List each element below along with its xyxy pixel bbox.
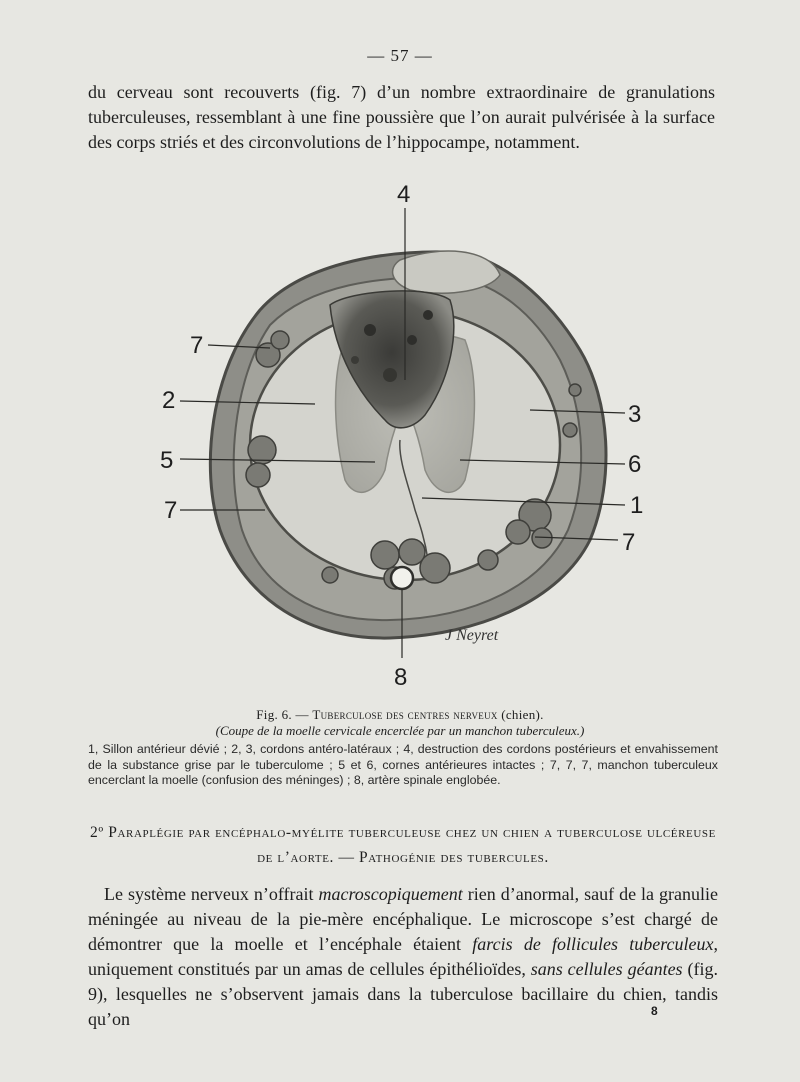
caption-title: Tuberculose des centres nerveux (312, 707, 498, 722)
label-8: 8 (394, 664, 408, 690)
body-text-2: rien d’anormal, sauf de la granulie méningée au niveau de la pie-mère encéphalique. Le microscope s’est chargé de démontrer que la moelle et l’encéphale étaient (88, 884, 718, 954)
label-5: 5 (160, 447, 174, 474)
spinal-cord-illustration (150, 180, 650, 690)
section-heading: 2º Paraplégie par encéphalo-myélite tuberculeuse chez un chien a tuberculose ulcéreuse de l’aorte. — Pathogénie des tubercules. (90, 824, 716, 866)
body-text-4: (fig. 9), lesquelles ne s’observent jamais dans la tuberculose bacillaire du chien, tandis qu’on (88, 959, 718, 1029)
body-paragraph (88, 882, 718, 1032)
signature-number: 8 (651, 1004, 658, 1018)
caption-prefix: Fig. 6. — (256, 707, 309, 722)
label-3: 3 (628, 401, 642, 428)
intro-paragraph: du cerveau sont recouverts (fig. 7) d’un nombre extraordinaire de granulations tuberculeuses, ressemblant à une fine poussière que l’on aurait pulvérisée à la surface des corps striés et des circonvolutions de l’hippocampe, notamment. (88, 82, 715, 152)
body-emphasis-2: farcis de follicules tuberculeux (472, 934, 714, 954)
body-text-1: Le système nerveux n’offrait (104, 884, 319, 904)
label-1: 1 (630, 492, 644, 519)
label-2: 2 (162, 387, 176, 414)
figure-legend: 1, Sillon antérieur dévié ; 2, 3, cordons antéro-latéraux ; 4, destruction des cordons postérieurs et envahissement de la substance grise par le tuberculome ; 5 et 6, cornes antérieures intactes ; 7, 7, 7, manchon tuberculeux encerclant la moelle (confusion des méninges) ; 8, artère spinale englobée. (88, 742, 718, 787)
engraver-signature: J Neyret (445, 627, 499, 644)
label-4: 4 (397, 181, 411, 208)
label-7-upper: 7 (190, 332, 204, 359)
body-emphasis-1: macroscopiquement (318, 884, 463, 904)
body-emphasis-3: sans cellules géantes (530, 959, 683, 979)
figure-caption (0, 707, 800, 723)
label-7-right: 7 (622, 529, 636, 556)
spinal-artery (391, 567, 413, 589)
page-number: — 57 — (367, 46, 433, 65)
body-text-3: , uniquement constitués par un amas de cellules épithélioïdes, (88, 934, 719, 979)
label-7-lower-left: 7 (164, 497, 178, 524)
label-6: 6 (628, 451, 642, 478)
caption-subtitle: (Coupe de la moelle cervicale encerclée par un manchon tuberculeux.) (215, 723, 585, 738)
figure-spinal-cord-section (150, 180, 650, 690)
caption-animal: (chien). (501, 707, 544, 722)
